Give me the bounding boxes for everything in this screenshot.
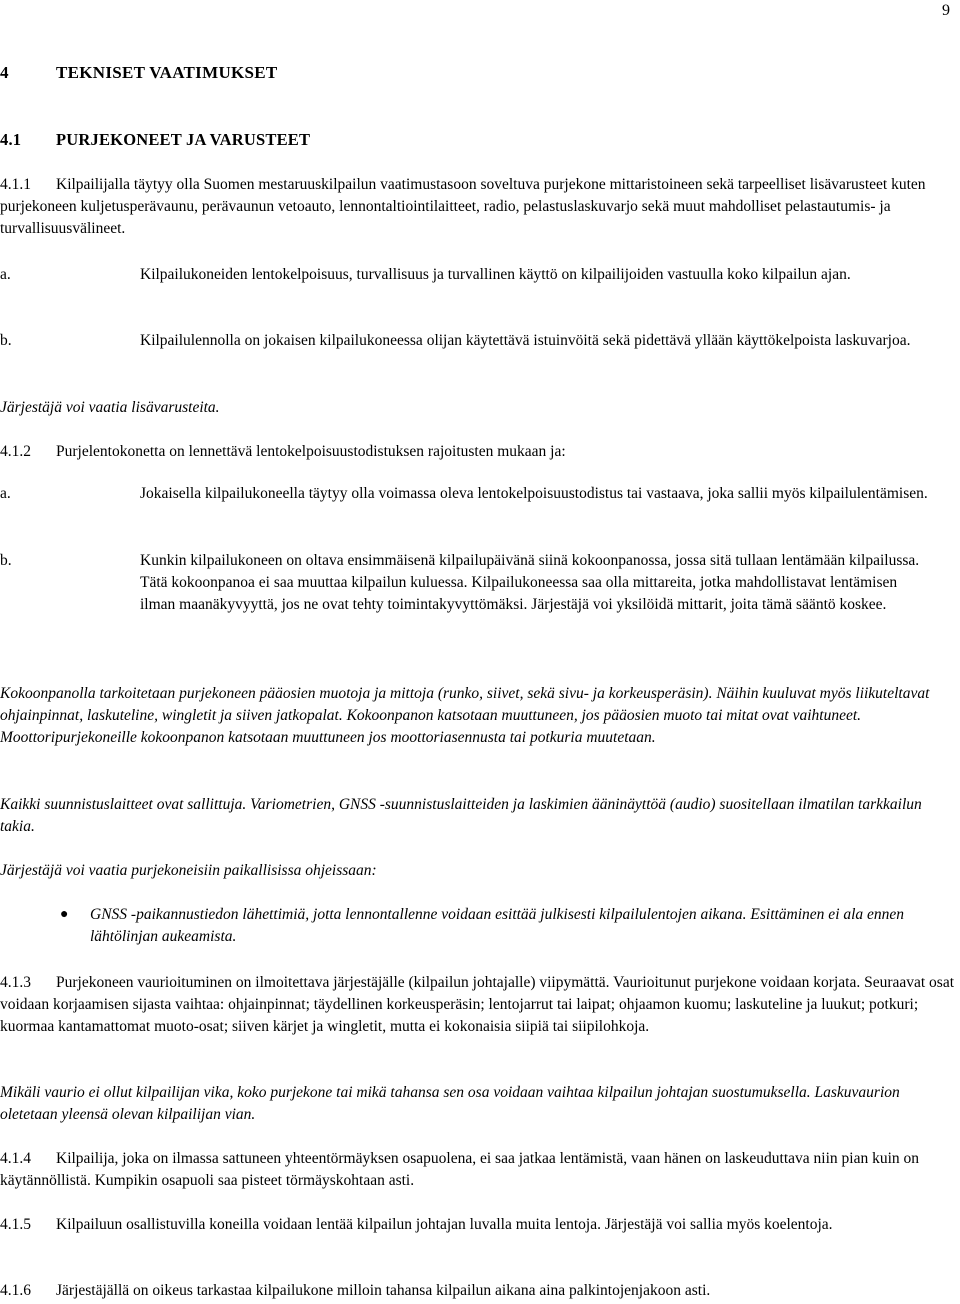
- bullet-icon: ●: [60, 907, 69, 922]
- section-4-1-3-text: Purjekoneen vaurioituminen on ilmoitettava järjestäjälle (kilpailun johtajalle) viipymättä. Vaurioitunut purjekone voidaan korjata. Seuraavat osat voidaan korjaamisen sijasta vaihtaa: ohjainpinnat; täydellinen korkeusperäsin; lentojarrut tai laipat; ohjaamon kuomu; laskuteline ja luukut; potkuri; kuormaa kantamattomat muoto-osat; siiven kärjet ja wingletit, mutta ei kokonaisia siipiä tai siipilohkoja.: [0, 974, 955, 1035]
- section-4-1-3-note: Mikäli vaurio ei ollut kilpailijan vika, koko purjekone tai mikä tahansa sen osa voidaan vaihtaa kilpailun johtajan suostumuksella. Laskuvaurion oletetaan yleensä olevan kilpailijan vian.: [0, 1084, 900, 1123]
- section-4-1-3-paragraph: [0, 972, 958, 1038]
- list-label: a.: [0, 266, 11, 283]
- section-4-1-1-note: Järjestäjä voi vaatia lisävarusteita.: [0, 399, 220, 416]
- section-4-1-3-number: 4.1.3: [0, 974, 31, 991]
- list-text: Kilpailulennolla on jokaisen kilpailukoneessa olijan käytettävä istuinvöitä sekä pidettävä yllään käyttökelpoista laskuvarjoa.: [140, 332, 911, 349]
- section-4-1-4-text: Kilpailija, joka on ilmassa sattuneen yhteentörmäyksen osapuolena, ei saa jatkaa lentämistä, vaan hänen on laskeuduttava niin pian kuin on käytännöllistä. Kumpikin osapuoli saa pisteet törmäyskohtaan asti.: [0, 1150, 920, 1189]
- section-heading: [0, 129, 310, 151]
- configuration-note: Kokoonpanolla tarkoitetaan purjekoneen pääosien muotoja ja mittoja (runko, siivet, sekä sivu- ja korkeusperäsin). Näihin kuuluvat myös liikuteltavat ohjainpinnat, laskuteline, wingletit ja siiven jatkopalat. Kokoonpanon katsotaan muuttuneen, jos pääosien muoto tai mitat ovat vaihtuneet. Moottoripurjekoneille kokoonpanon katsotaan muuttuneen jos moottoriasennusta tai potkuria muutetaan.: [0, 685, 930, 746]
- section-4-1-1-number: 4.1.1: [0, 176, 31, 193]
- chapter-number: 4: [0, 63, 9, 82]
- section-4-1-4-number: 4.1.4: [0, 1150, 31, 1167]
- section-4-1-6-text: Järjestäjällä on oikeus tarkastaa kilpailukone milloin tahansa kilpailun aikana aina palkintojenjakoon asti.: [56, 1282, 711, 1299]
- section-4-1-4-paragraph: [0, 1148, 958, 1192]
- section-4-1-5-number: 4.1.5: [0, 1216, 31, 1233]
- section-title: PURJEKONEET JA VARUSTEET: [56, 130, 311, 149]
- list-text: Kunkin kilpailukoneen on oltava ensimmäisenä kilpailupäivänä siinä kokoonpanossa, jossa sitä tullaan lentämään kilpailussa. Tätä kokoonpanoa ei saa muuttaa kilpailun kuluessa. Kilpailukoneessa saa olla mittareita, jotka mahdollistavat lentämisen ilman maanäkyvyyttä, jos ne ovat tehty toimintakyvyttömäksi. Järjestäjä voi yksilöidä mittarit, joita tämä sääntö koskee.: [140, 552, 920, 613]
- bullet-text: GNSS -paikannustiedon lähettimiä, jotta lennontallenne voidaan esittää julkisesti kilpailulentojen aikana. Esittäminen ei ala ennen lähtölinjan aukeamista.: [90, 906, 905, 945]
- list-text: Kilpailukoneiden lentokelpoisuus, turvallisuus ja turvallinen käyttö on kilpailijoiden vastuulla koko kilpailun ajan.: [140, 266, 851, 283]
- section-4-1-1-paragraph: [0, 174, 958, 240]
- section-number: 4.1: [0, 130, 22, 149]
- list-label: a.: [0, 485, 11, 502]
- section-4-1-2-paragraph: [0, 441, 958, 463]
- organizer-requirement-note: Järjestäjä voi vaatia purjekoneisiin paikallisissa ohjeissaan:: [0, 862, 377, 879]
- section-4-1-2-text: Purjelentokonetta on lennettävä lentokelpoisuustodistuksen rajoitusten mukaan ja:: [56, 443, 566, 460]
- list-label: b.: [0, 332, 12, 349]
- section-4-1-6-paragraph: [0, 1280, 958, 1302]
- page-number: 9: [942, 2, 950, 19]
- section-4-1-1-text: Kilpailijalla täytyy olla Suomen mestaruuskilpailun vaatimustasoon soveltuva purjekone mittaristoineen sekä tarpeelliset lisävarusteet kuten purjekoneen kuljetusperävaunu, perävaunun vetoauto, lennontaltiointilaitteet, radio, pelastuslaskuvarjo sekä muut mahdolliset pelastautumis- ja turvallisuusvälineet.: [0, 176, 926, 237]
- navigation-note: Kaikki suunnistuslaitteet ovat sallittuja. Variometrien, GNSS -suunnistuslaitteiden ja laskimien ääninäyttöä (audio) suositellaan ilmatilan tarkkailun takia.: [0, 796, 922, 835]
- list-text: Jokaisella kilpailukoneella täytyy olla voimassa oleva lentokelpoisuustodistus tai vastaava, joka sallii myös kilpailulentämisen.: [140, 485, 928, 502]
- section-4-1-6-number: 4.1.6: [0, 1282, 31, 1299]
- list-label: b.: [0, 552, 12, 569]
- section-4-1-2-number: 4.1.2: [0, 443, 31, 460]
- chapter-heading: [0, 62, 278, 84]
- section-4-1-5-text: Kilpailuun osallistuvilla koneilla voidaan lentää kilpailun johtajan luvalla muita lentoja. Järjestäjä voi sallia myös koelentoja.: [56, 1216, 833, 1233]
- section-4-1-5-paragraph: [0, 1214, 958, 1236]
- chapter-title: TEKNISET VAATIMUKSET: [56, 63, 278, 82]
